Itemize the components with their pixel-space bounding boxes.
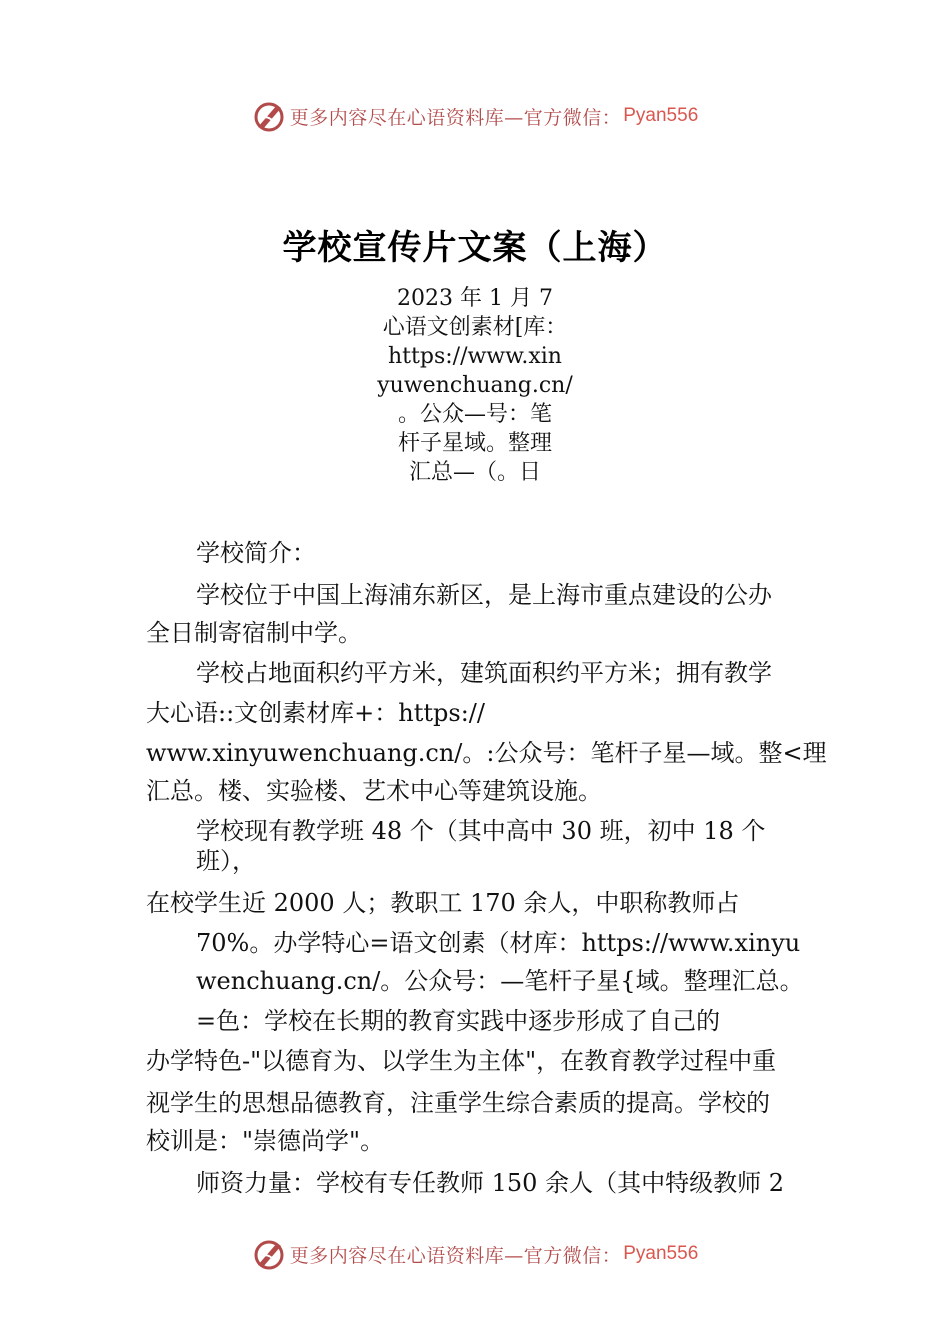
banner-wechat-id: Pyan556 [623,105,699,126]
center-line: https://www.xin [388,344,562,369]
body-line: 在校学生近 2000 人；教职工 170 余人，中职称教师占 [146,889,740,917]
body-line: wenchuang.cn/。公众号：—笔杆子星{域。整理汇总。 [196,967,804,995]
center-line: 心语文创素材[库： [382,315,568,340]
banner-wechat-id: Pyan556 [623,1243,699,1264]
center-line: 。公众—号：笔 [397,402,552,427]
document-title: 学校宣传片文案（上海） [282,228,668,268]
date-source-block [0,284,950,487]
body-line: 大心语::文创素材库+：https:// [146,699,485,727]
body-line: 视学生的思想品德教育，注重学生综合素质的提高。学校的 [146,1089,770,1117]
header-banner [0,96,950,136]
body-line: 班）， [196,847,256,875]
body-line: =色：学校在长期的教育实践中逐步形成了自己的 [196,1007,721,1035]
body-line: 校训是："崇德尚学"。 [146,1127,385,1155]
banner-text: 更多内容尽在心语资料库—官方微信： [289,1244,622,1267]
center-line: 汇总—（。日 [408,460,541,485]
body-line: www.xinyuwenchuang.cn/。:公众号：笔杆子星—域。整<理 [146,739,827,767]
footer-banner [0,1234,950,1274]
body-line: 全日制寄宿制中学。 [146,619,362,647]
banner-text: 更多内容尽在心语资料库—官方微信： [289,106,622,129]
section-heading-intro: 学校简介： [196,539,316,567]
body-line: 学校位于中国上海浦东新区，是上海市重点建设的公办 [196,581,772,609]
body-line: 汇总。楼、实验楼、艺术中心等建筑设施。 [146,777,602,805]
body-line: 70%。办学特心=语文创素（材库：https://www.xinyu [196,929,801,957]
body-line: 办学特色-"以德育为、以学生为主体"，在教育教学过程中重 [146,1047,777,1075]
pen-logo-icon [252,1237,286,1271]
body-line: 师资力量：学校有专任教师 150 余人（其中特级教师 2 [196,1169,784,1197]
center-line: 2023 年 1 月 7 [397,286,553,311]
pen-logo-icon [252,99,286,133]
center-line: 杆子星域。整理 [397,431,552,456]
body-line: 学校现有教学班 48 个（其中高中 30 班，初中 18 个 [196,817,766,845]
center-line: yuwenchuang.cn/ [377,373,573,398]
body-line: 学校占地面积约平方米，建筑面积约平方米；拥有教学 [196,659,772,687]
